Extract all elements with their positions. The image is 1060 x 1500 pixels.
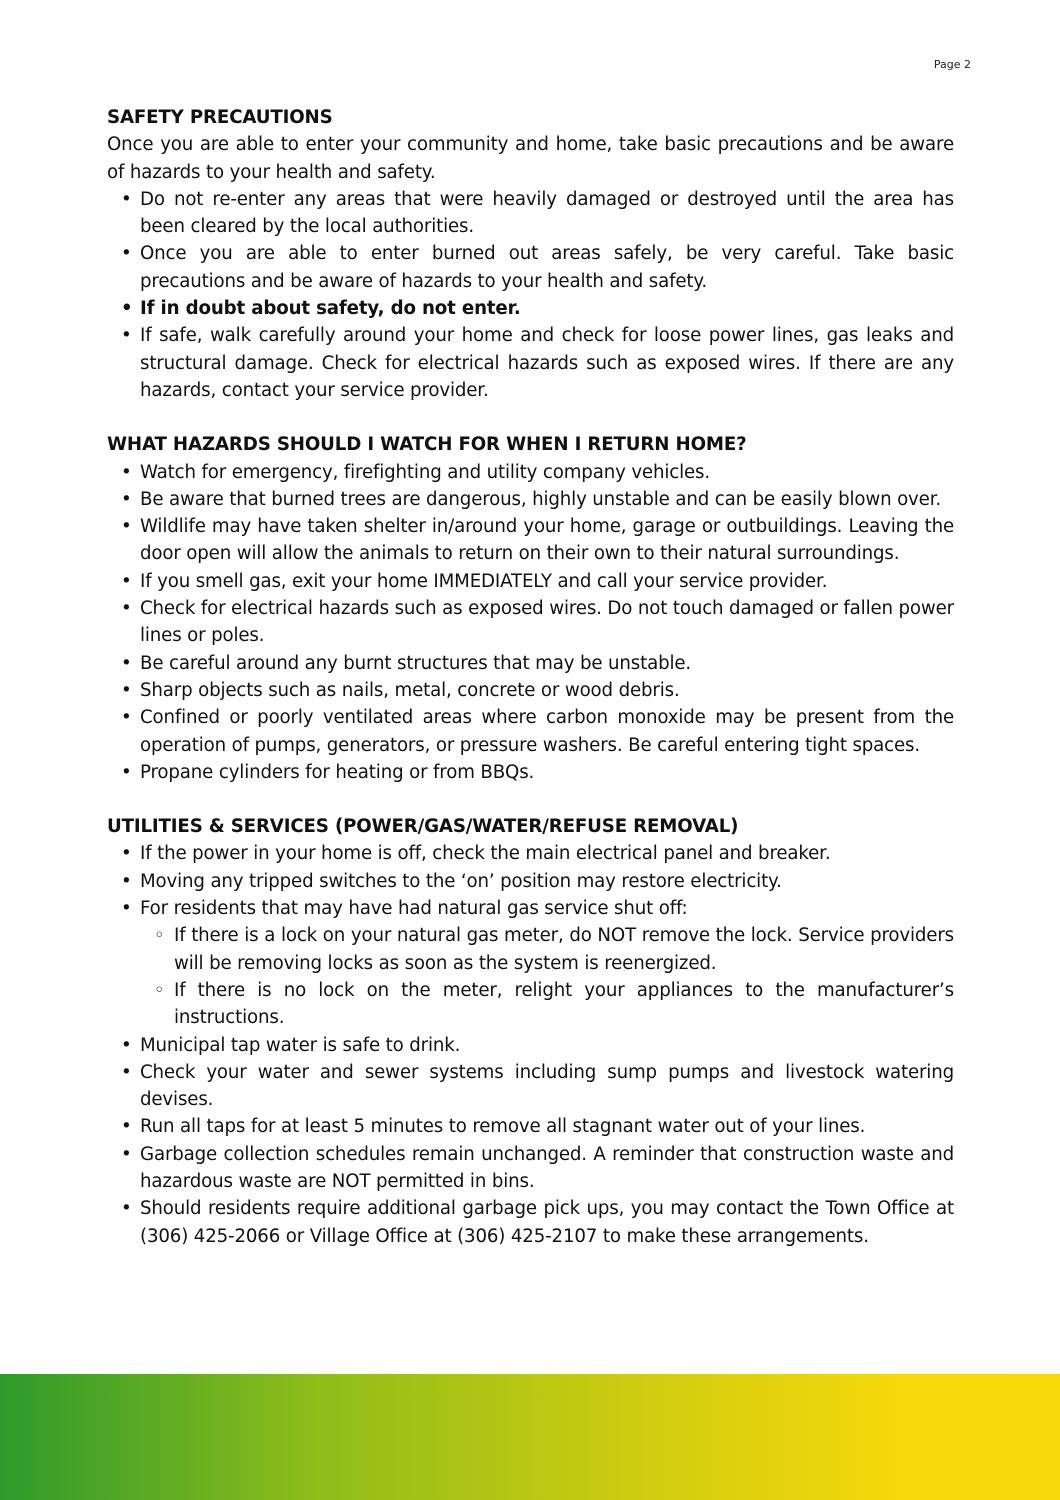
list-item: • Sharp objects such as nails, metal, concrete or wood debris. — [140, 677, 954, 704]
section-heading-hazards: WHAT HAZARDS SHOULD I WATCH FOR WHEN I RETURN HOME? — [107, 434, 747, 456]
list-item: • Moving any tripped switches to the ‘on’ position may restore electricity. — [140, 868, 954, 895]
list-item: • Do not re-enter any areas that were heavily damaged or destroyed until the area has been cleared by the local authorities. — [140, 186, 954, 241]
list-item: • Wildlife may have taken shelter in/around your home, garage or outbuildings. Leaving the door open will allow the animals to return on their own to their natural surroundings. — [140, 513, 954, 568]
list-item: • If safe, walk carefully around your home and check for loose power lines, gas leaks and structural damage. Check for electrical hazards such as exposed wires. If there are any hazards, contact your service provider. — [140, 322, 954, 404]
list-item: • Propane cylinders for heating or from BBQs. — [140, 759, 954, 786]
section-heading-utilities: UTILITIES & SERVICES (POWER/GAS/WATER/REFUSE REMOVAL) — [107, 816, 739, 838]
list-item: • If you smell gas, exit your home IMMEDIATELY and call your service provider. — [140, 568, 954, 595]
safety-intro: Once you are able to enter your community and home, take basic precautions and be aware of hazards to your health and safety. — [107, 134, 954, 183]
gas-sub-list — [140, 922, 954, 1031]
sub-list-item: ◦ If there is a lock on your natural gas meter, do NOT remove the lock. Service providers will be removing locks as soon as the system is reenergized. — [174, 922, 954, 977]
list-item: • Check your water and sewer systems including sump pumps and livestock watering devises. — [140, 1059, 954, 1114]
section-heading-safety: SAFETY PRECAUTIONS — [107, 107, 333, 128]
list-item: • Municipal tap water is safe to drink. — [140, 1032, 954, 1059]
list-item-gas — [140, 895, 954, 1031]
footer-gradient-band — [0, 1374, 1060, 1500]
section-spacer — [107, 786, 954, 813]
safety-list — [107, 186, 954, 404]
list-item: • Be aware that burned trees are dangerous, highly unstable and can be easily blown over. — [140, 486, 954, 513]
page-number: Page 2 — [933, 58, 971, 71]
list-item: • Run all taps for at least 5 minutes to remove all stagnant water out of your lines. — [140, 1113, 954, 1140]
list-item-text: For residents that may have had natural gas service shut off: — [140, 898, 688, 920]
list-item: • Check for electrical hazards such as exposed wires. Do not touch damaged or fallen power lines or poles. — [140, 595, 954, 650]
section-spacer — [107, 404, 954, 431]
hazards-list — [107, 459, 954, 787]
list-item: • Garbage collection schedules remain unchanged. A reminder that construction waste and hazardous waste are NOT permitted in bins. — [140, 1141, 954, 1196]
list-item: • If the power in your home is off, check the main electrical panel and breaker. — [140, 840, 954, 867]
list-item: • If in doubt about safety, do not enter. — [140, 295, 954, 322]
list-item: • Confined or poorly ventilated areas where carbon monoxide may be present from the operation of pumps, generators, or pressure washers. Be careful entering tight spaces. — [140, 704, 954, 759]
list-item: • Should residents require additional garbage pick ups, you may contact the Town Office at (306) 425-2066 or Village Office at (306) 425-2107 to make these arrangements. — [140, 1195, 954, 1250]
list-item: • Once you are able to enter burned out areas safely, be very careful. Take basic precautions and be aware of hazards to your health and safety. — [140, 240, 954, 295]
sub-list-item: ◦ If there is no lock on the meter, relight your appliances to the manufacturer’s instructions. — [174, 977, 954, 1032]
utilities-list — [107, 840, 954, 1249]
document-body — [107, 104, 954, 1250]
list-item: • Be careful around any burnt structures that may be unstable. — [140, 650, 954, 677]
list-item: • Watch for emergency, firefighting and utility company vehicles. — [140, 459, 954, 486]
